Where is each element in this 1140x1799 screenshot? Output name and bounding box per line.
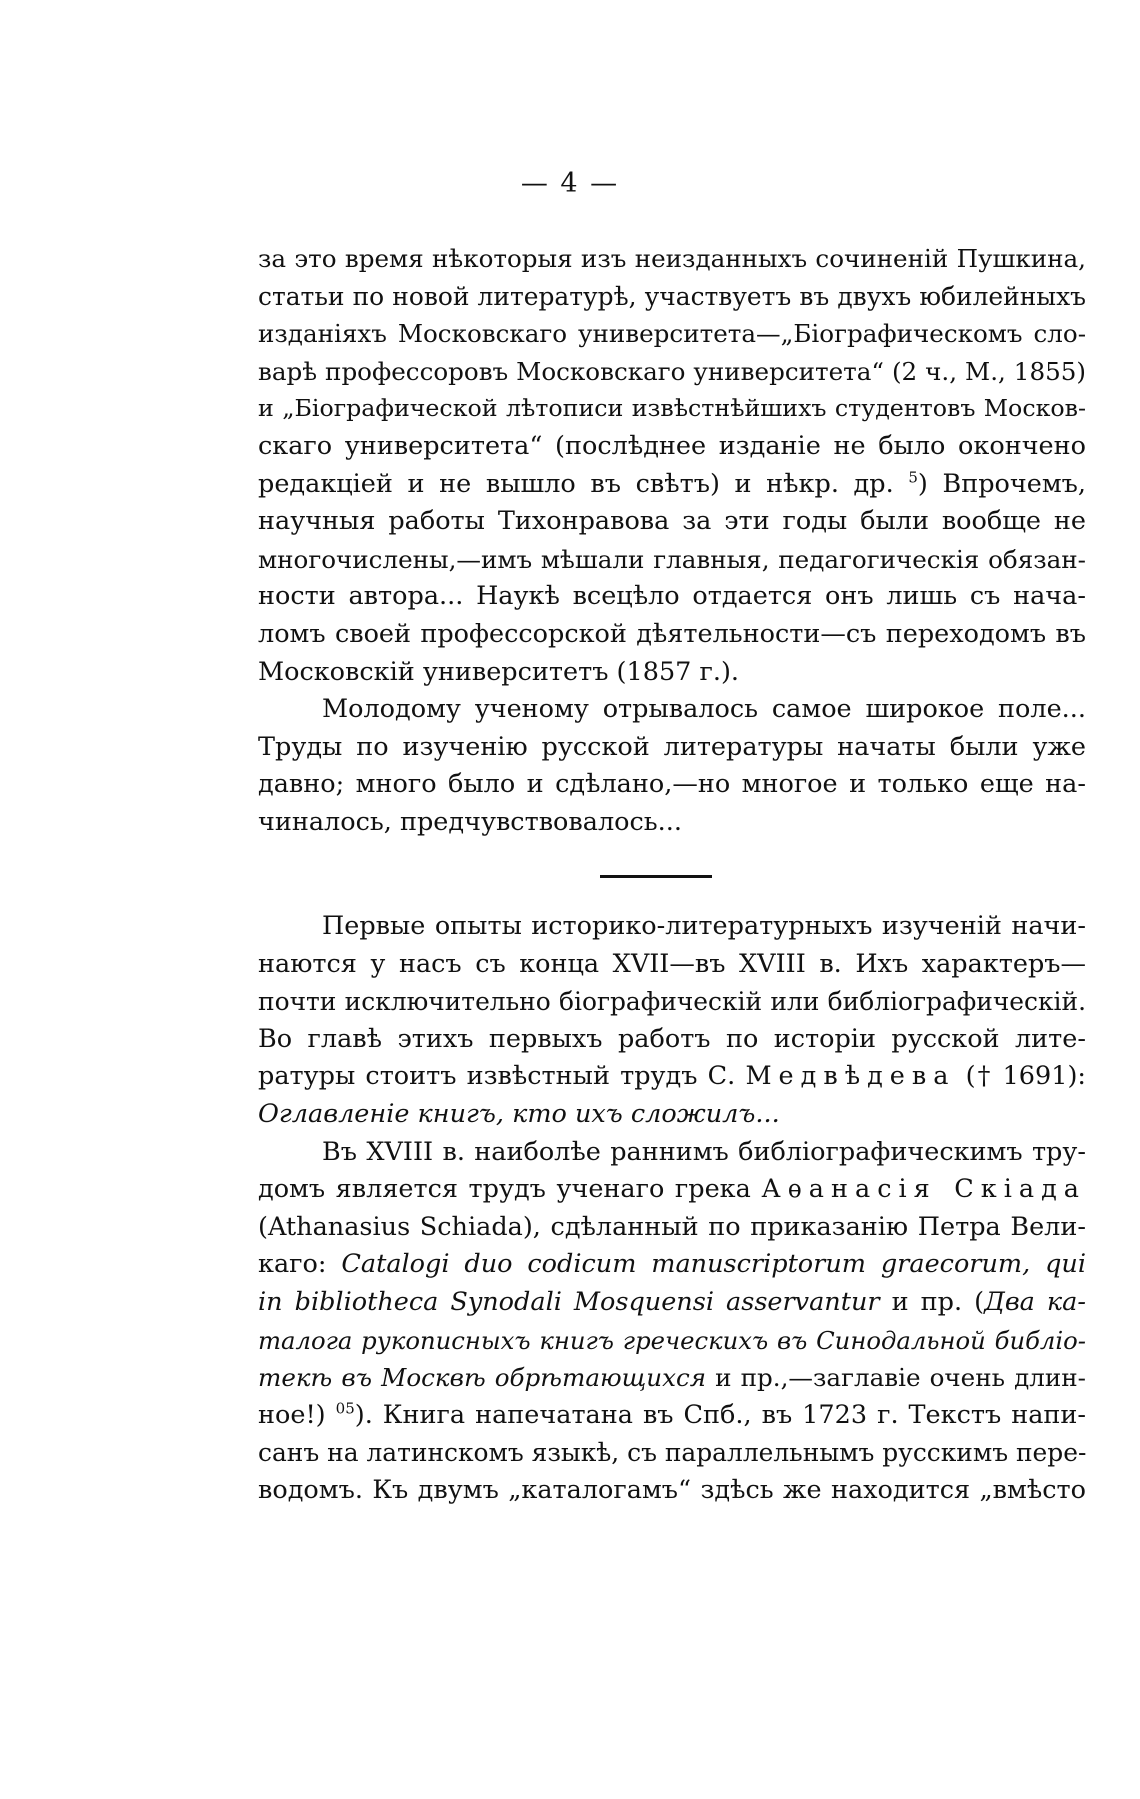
text-fragment: ). Книга напечатана въ Спб., въ 1723 г. Текстъ напи- xyxy=(354,1399,1087,1430)
russian-title: текѣ въ Москвѣ обрѣтающихся xyxy=(258,1363,707,1393)
text-line xyxy=(258,1246,1086,1284)
text-fragment: и пр.,—заглавіе очень длин- xyxy=(715,1363,1086,1393)
text-fragment: редакціей и не вышло въ свѣтъ) и нѣкр. др. xyxy=(258,468,894,499)
text-fragment: и пр. ( xyxy=(891,1286,985,1317)
latin-title: in bibliotheca Synodali Mosquensi asservantur xyxy=(258,1286,880,1317)
text-line: почти исключительно біографическій или библіографическій. xyxy=(258,987,1086,1017)
text-line: давно; много было и сдѣлано,—но многое и только еще на- xyxy=(258,769,1086,800)
text-line: скаго университета“ (послѣднее изданіе не было окончено xyxy=(258,430,1086,461)
text-line xyxy=(258,466,1086,504)
text-line xyxy=(258,1397,1086,1435)
text-line: Первые опыты историко-литературныхъ изученій начи- xyxy=(322,911,1086,941)
book-title-line: Оглавленіе книгъ, кто ихъ сложилъ... xyxy=(258,1098,780,1129)
footnote-marker: 05 xyxy=(335,1399,355,1418)
text-line xyxy=(258,1171,1086,1209)
text-line: ности автора... Наукѣ всецѣло отдается онъ лишь съ нача- xyxy=(258,581,1086,612)
footnote-marker: 5 xyxy=(908,468,918,487)
text-line: Во главѣ этихъ первыхъ работъ по исторіи русской лите- xyxy=(258,1023,1086,1054)
text-line: Молодому ученому отрывалось самое широкое поле... xyxy=(322,694,1086,725)
text-line: и „Біографической лѣтописи извѣстнѣйшихъ студентовъ Москов- xyxy=(258,394,1086,423)
text-line: Московскій университетъ (1857 г.). xyxy=(258,656,740,687)
text-line: варѣ профессоровъ Московскаго университета“ (2 ч., М., 1855) xyxy=(258,356,1086,386)
text-line: санъ на латинскомъ языкѣ, съ параллельнымъ русскимъ пере- xyxy=(258,1438,1087,1468)
text-fragment: домъ является трудъ ученаго грека xyxy=(258,1174,751,1205)
latin-title: Catalogi duo codicum manuscriptorum graecorum, qui xyxy=(341,1249,1086,1280)
text-line: чиналось, предчувствовалось... xyxy=(258,806,682,837)
text-line xyxy=(258,1359,1086,1397)
author-name-spaced: Медвѣдева xyxy=(745,1061,956,1092)
text-line: многочислены,—имъ мѣшали главныя, педагогическія обязан- xyxy=(258,544,1086,574)
text-line: статьи по новой литературѣ, участвуетъ въ двухъ юбилейныхъ xyxy=(258,281,1086,311)
text-line: изданіяхъ Московскаго университета—„Біографическомъ сло- xyxy=(258,319,1086,349)
text-line: наются у насъ съ конца XVII—въ XVIII в. Ихъ характеръ— xyxy=(258,948,1086,979)
page-number: — 4 — xyxy=(520,168,620,199)
text-block-lower xyxy=(258,908,1086,1510)
text-line: за это время нѣкоторыя изъ неизданныхъ сочиненій Пушкина, xyxy=(258,244,1086,273)
text-fragment: ратуры стоитъ извѣстный трудъ С. xyxy=(258,1061,736,1092)
russian-title-line: талога рукописныхъ книгъ греческихъ въ Синодальной библіо- xyxy=(258,1325,1086,1355)
author-name-spaced: Аѳанасія Скіада xyxy=(761,1174,1087,1205)
text-line: водомъ. Къ двумъ „каталогамъ“ здѣсь же находится „вмѣсто xyxy=(258,1474,1086,1505)
text-fragment: каго: xyxy=(258,1249,327,1280)
text-line: научныя работы Тихонравова за эти годы были вообще не xyxy=(258,506,1086,537)
text-block-upper xyxy=(258,240,1086,842)
text-fragment: ) Впрочемъ, xyxy=(917,468,1086,499)
section-separator xyxy=(600,875,712,878)
text-line: ломъ своей профессорской дѣятельности—съ переходомъ въ xyxy=(258,618,1086,649)
text-line xyxy=(258,1284,1086,1322)
text-line: Въ XVIII в. наиболѣе раннимъ библіографическимъ тру- xyxy=(322,1136,1086,1167)
russian-title: Два ка- xyxy=(984,1286,1086,1317)
text-fragment: († 1691): xyxy=(965,1061,1087,1092)
text-line: Труды по изученію русской литературы начаты были уже xyxy=(258,731,1086,762)
text-line: (Athanasius Schiada), сдѣланный по приказанію Петра Вели- xyxy=(258,1211,1086,1242)
text-fragment: ное!) xyxy=(258,1399,326,1430)
text-line xyxy=(258,1058,1086,1096)
